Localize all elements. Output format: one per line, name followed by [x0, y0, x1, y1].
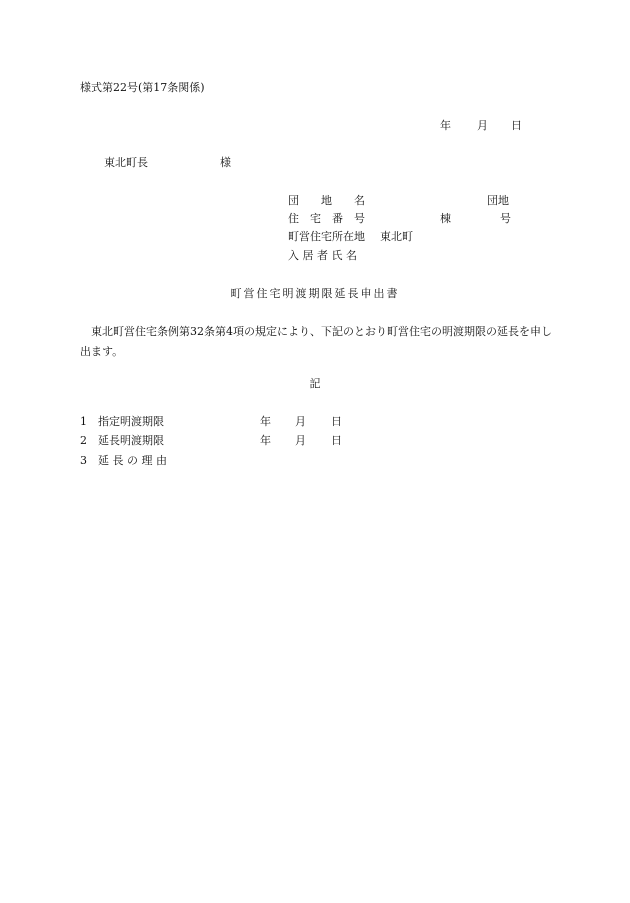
ki-heading: 記: [309, 377, 321, 390]
item-designated-day: 日: [331, 415, 342, 428]
date-day-label: 日: [511, 119, 522, 132]
addressee-name: 東北町長: [104, 156, 148, 169]
location-label: 町営住宅所在地: [288, 230, 365, 243]
item-designated-deadline-label: 1 指定明渡期限: [80, 415, 164, 428]
item-extended-day: 日: [331, 434, 342, 447]
form-number: 様式第22号(第17条関係): [80, 81, 205, 94]
complex-name-label: 団 地 名: [288, 194, 365, 207]
body-paragraph: 東北町営住宅条例第32条第4項の規定により、下記のとおり町営住宅の明渡期限の延長を申し出ます。: [80, 325, 552, 358]
document-title: 町営住宅明渡期限延長申出書: [230, 287, 400, 300]
item-extended-month: 月: [295, 434, 306, 447]
item-extended-year: 年: [260, 434, 271, 447]
date-year-label: 年: [440, 119, 451, 132]
item-reason-label: 3 延 長 の 理 由: [80, 454, 167, 467]
location-value: 東北町: [380, 230, 413, 243]
addressee-honorific: 様: [220, 156, 231, 169]
item-extended-deadline-label: 2 延長明渡期限: [80, 434, 164, 447]
date-month-label: 月: [477, 119, 488, 132]
unit-building-suffix: 棟: [440, 212, 451, 225]
unit-number-suffix: 号: [500, 212, 511, 225]
item-designated-year: 年: [260, 415, 271, 428]
resident-name-label: 入 居 者 氏 名: [288, 249, 357, 262]
item-designated-month: 月: [295, 415, 306, 428]
unit-number-label: 住 宅 番 号: [288, 212, 365, 225]
complex-suffix: 団地: [487, 194, 509, 207]
